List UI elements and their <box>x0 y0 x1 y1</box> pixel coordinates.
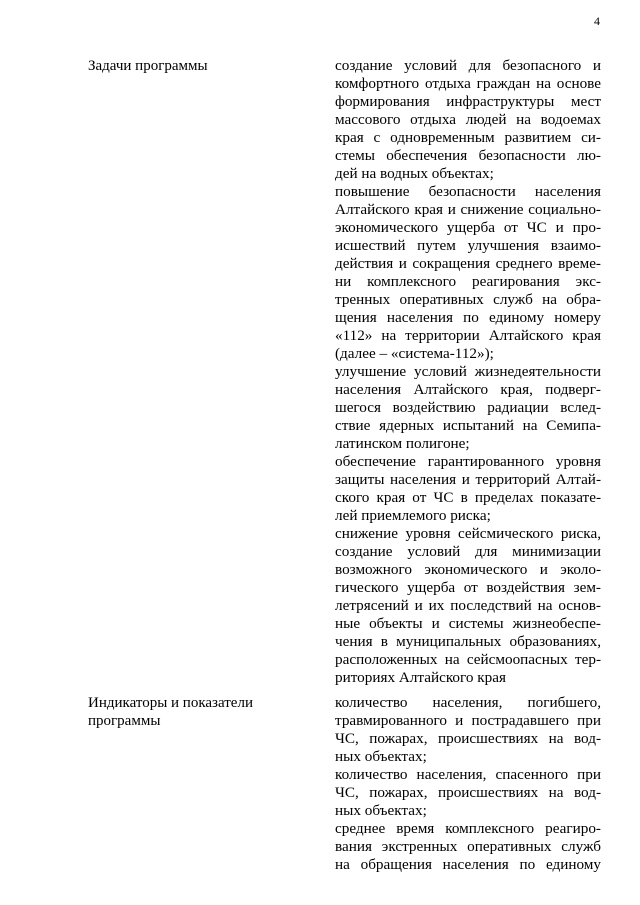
text-line: создание условий для минимизации <box>335 543 601 560</box>
text-line: возможного экономического и эколо- <box>335 561 601 578</box>
text-line: ского края от ЧС в пределах показате- <box>335 489 601 506</box>
text-line: действия и сокращения среднего време- <box>335 255 601 272</box>
program-tasks-text <box>335 57 601 687</box>
text-line: ни комплексного реагирования экс- <box>335 273 601 290</box>
text-line: травмированного и пострадавшего при <box>335 712 601 729</box>
text-line: повышение безопасности населения <box>335 183 601 200</box>
text-line: «112» на территории Алтайского края <box>335 327 601 344</box>
text-line: чения в муниципальных образованиях, <box>335 633 601 650</box>
text-line: гического ущерба от воздействия зем- <box>335 579 601 596</box>
program-indicators-label: Индикаторы и показатели программы <box>88 695 253 729</box>
text-line: ствие ядерных испытаний на Семипа- <box>335 417 601 434</box>
text-line: массового отдыха людей на водоемах <box>335 111 601 128</box>
text-line: количество населения, спасенного при <box>335 766 601 783</box>
text-line: защиты населения и территорий Алтай- <box>335 471 601 488</box>
text-line: ЧС, пожарах, происшествиях на вод- <box>335 784 601 801</box>
text-line: щения населения по единому номеру <box>335 309 601 326</box>
text-line: количество населения, погибшего, <box>335 694 601 711</box>
text-line: ных объектах; <box>335 748 427 765</box>
text-line: латинском полигоне; <box>335 435 470 452</box>
text-line: создание условий для безопасного и <box>335 57 601 74</box>
text-line: ные объекты и системы жизнеобеспе- <box>335 615 601 632</box>
text-line: на обращения населения по единому <box>335 856 601 873</box>
text-line: вания экстренных оперативных служб <box>335 838 601 855</box>
page-number: 4 <box>594 14 600 28</box>
text-line: ЧС, пожарах, происшествиях на вод- <box>335 730 601 747</box>
text-line: ных объектах; <box>335 802 427 819</box>
text-line: экономического ущерба от ЧС и про- <box>335 219 601 236</box>
text-line: комфортного отдыха граждан на основе <box>335 75 601 92</box>
text-line: снижение уровня сейсмического риска, <box>335 525 601 542</box>
text-line: края с одновременным развитием си- <box>335 129 601 146</box>
text-line: обеспечение гарантированного уровня <box>335 453 601 470</box>
text-line: населения Алтайского края, подверг- <box>335 381 601 398</box>
program-tasks-label: Задачи программы <box>88 58 208 74</box>
text-line: (далее – «система-112»); <box>335 345 494 362</box>
text-line: Алтайского края и снижение социально- <box>335 201 601 218</box>
text-line: тренных оперативных служб на обра- <box>335 291 601 308</box>
text-line: среднее время комплексного реагиро- <box>335 820 601 837</box>
text-line: улучшение условий жизнедеятельности <box>335 363 601 380</box>
text-line: расположенных на сейсмоопасных тер- <box>335 651 601 668</box>
text-line: риториях Алтайского края <box>335 669 506 686</box>
text-line: дей на водных объектах; <box>335 165 494 182</box>
text-line: формирования инфраструктуры мест <box>335 93 601 110</box>
program-indicators-text <box>335 694 601 874</box>
text-line: летрясений и их последствий на основ- <box>335 597 601 614</box>
text-line: шегося воздействию радиации вслед- <box>335 399 601 416</box>
text-line: стемы обеспечения безопасности лю- <box>335 147 601 164</box>
text-line: исшествий путем улучшения взаимо- <box>335 237 601 254</box>
text-line: лей приемлемого риска; <box>335 507 491 524</box>
